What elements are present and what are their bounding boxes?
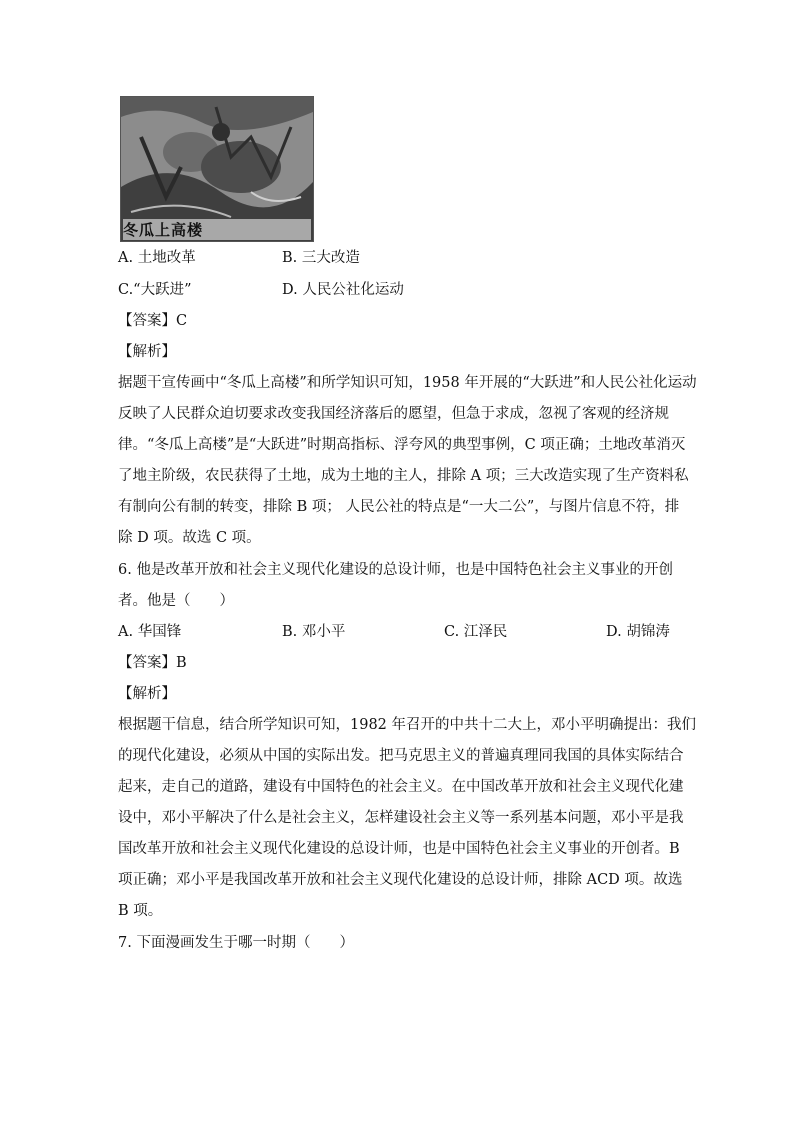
q5-analysis-line: 律。“冬瓜上高楼”是“大跃进”时期高指标、浮夸风的典型事例，C 项正确；土地改革消灭 bbox=[118, 437, 686, 453]
q5-option-d: D. 人民公社化运动 bbox=[282, 282, 404, 298]
q6-option-c: C. 江泽民 bbox=[444, 624, 508, 640]
q6-analysis-line: 项正确；邓小平是我国改革开放和社会主义现代化建设的总设计师，排除 ACD 项。故选 bbox=[118, 872, 683, 888]
q5-option-a: A. 土地改革 bbox=[118, 250, 196, 266]
q5-analysis-line: 有制向公有制的转变，排除 B 项； 人民公社的特点是“一大二公”，与图片信息不符，排 bbox=[118, 499, 680, 515]
q5-analysis-line: 了地主阶级，农民获得了土地，成为土地的主人，排除 A 项；三大改造实现了生产资料私 bbox=[118, 468, 689, 484]
q5-option-b: B. 三大改造 bbox=[282, 250, 360, 266]
q5-answer: 【答案】C bbox=[118, 313, 188, 329]
q6-analysis-line: 的现代化建设，必须从中国的实际出发。把马克思主义的普遍真理同我国的具体实际结合 bbox=[118, 748, 684, 764]
q6-analysis-line: 起来，走自己的道路，建设有中国特色的社会主义。在中国改革开放和社会主义现代化建 bbox=[118, 779, 684, 795]
q6-analysis-label: 【解析】 bbox=[118, 686, 176, 702]
q6-option-d: D. 胡锦涛 bbox=[606, 624, 670, 640]
q6-analysis-line: 设中，邓小平解决了什么是社会主义，怎样建设社会主义等一系列基本问题，邓小平是我 bbox=[118, 810, 684, 826]
q6-question-line: 6. 他是改革开放和社会主义现代化建设的总设计师，也是中国特色社会主义事业的开创 bbox=[118, 562, 673, 578]
q6-option-a: A. 华国锋 bbox=[118, 624, 182, 640]
q6-analysis-line: 根据题干信息，结合所学知识可知，1982 年召开的中共十二大上，邓小平明确提出：我们 bbox=[118, 717, 697, 733]
propaganda-poster-image bbox=[120, 96, 314, 242]
q5-analysis-line: 反映了人民群众迫切要求改变我国经济落后的愿望，但急于求成，忽视了客观的经济规 bbox=[118, 406, 669, 422]
q6-question-line: 者。他是（ ） bbox=[118, 593, 234, 609]
q5-analysis-line: 除 D 项。故选 C 项。 bbox=[118, 530, 261, 546]
q6-answer: 【答案】B bbox=[118, 655, 187, 671]
q7-question: 7. 下面漫画发生于哪一时期（ ） bbox=[118, 935, 354, 951]
q5-option-c: C.“大跃进” bbox=[118, 282, 192, 298]
poster-caption: 冬瓜上高楼 bbox=[123, 219, 311, 240]
q6-option-b: B. 邓小平 bbox=[282, 624, 346, 640]
q5-analysis-line: 据题干宣传画中“冬瓜上高楼”和所学知识可知，1958 年开展的“大跃进”和人民公社化运动 bbox=[118, 375, 697, 391]
q5-analysis-label: 【解析】 bbox=[118, 344, 176, 360]
q6-analysis-line: B 项。 bbox=[118, 903, 163, 919]
q6-analysis-line: 国改革开放和社会主义现代化建设的总设计师，也是中国特色社会主义事业的开创者。B bbox=[118, 841, 680, 857]
